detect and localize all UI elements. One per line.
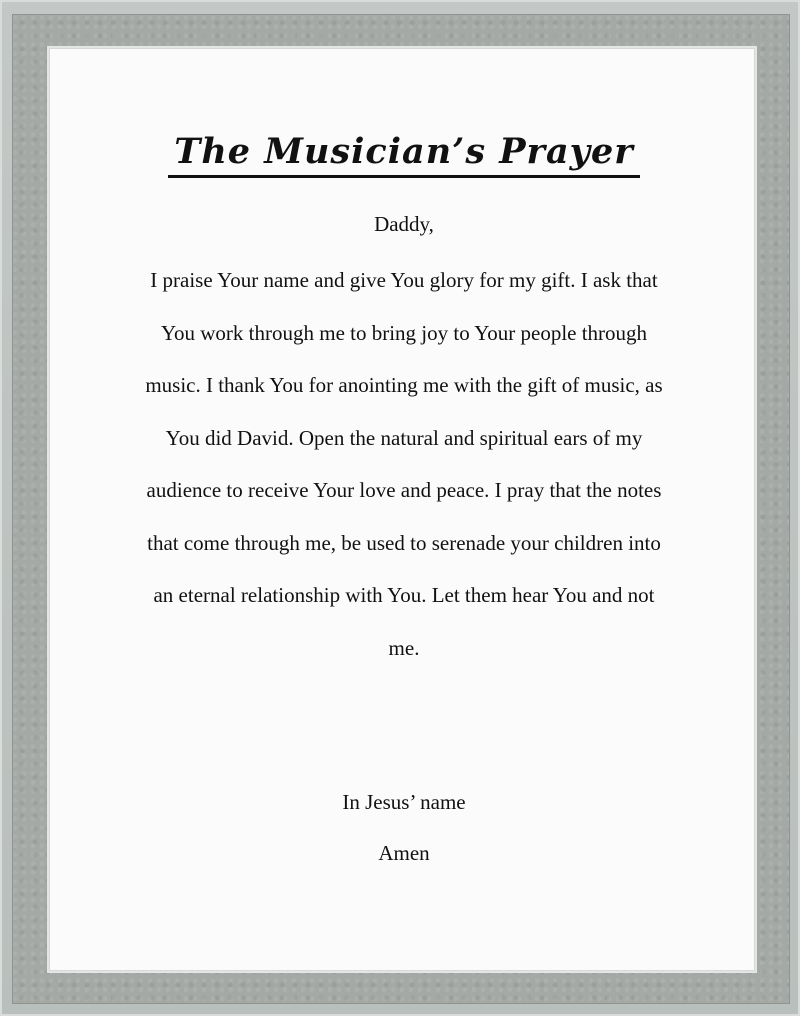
- prayer-body: I praise Your name and give You glory for my gift. I ask that You work through me to bring joy to Your people through music. I thank You for anointing me with the gift of music, as You did David. Open the natural and spiritual ears of my audience to receive Your love and peace. I pray that the notes that come through me, be used to serenade your children into an eternal relationship with You. Let them hear You and not me.: [145, 268, 663, 660]
- prayer-title-text: The Musician’s Prayer: [168, 134, 639, 178]
- prayer-closing-line: In Jesus’ name: [342, 790, 466, 814]
- prayer-paper: [47, 46, 757, 973]
- prayer-greeting: Daddy,: [374, 212, 434, 236]
- prayer-amen: Amen: [378, 841, 430, 865]
- prayer-title: [49, 131, 759, 178]
